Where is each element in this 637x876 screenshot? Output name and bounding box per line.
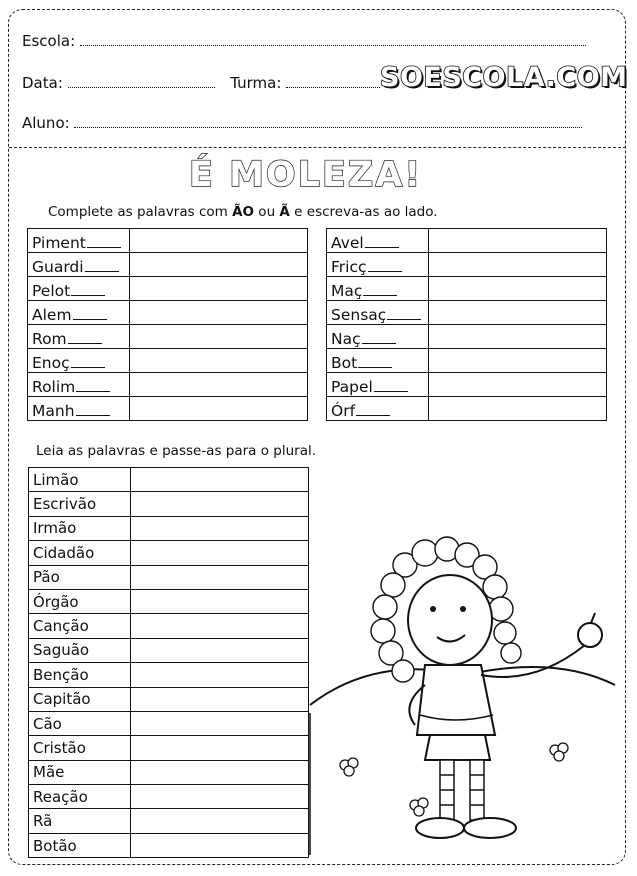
word-label: Reação <box>33 787 88 806</box>
word-cell <box>29 468 131 492</box>
fill-in-blank[interactable] <box>76 391 110 392</box>
word-row <box>29 663 309 687</box>
answer-cell[interactable] <box>130 589 308 613</box>
word-label: Órgão <box>33 592 79 611</box>
fill-in-blank[interactable] <box>356 415 390 416</box>
word-cell <box>29 589 131 613</box>
answer-cell[interactable] <box>129 277 307 301</box>
data-row <box>22 74 380 92</box>
word-label: Cidadão <box>33 543 95 562</box>
word-row <box>327 373 607 397</box>
exercise2-instruction: Leia as palavras e passe-as para o plural. <box>36 443 317 459</box>
fill-in-blank[interactable] <box>76 415 110 416</box>
word-row <box>29 565 309 589</box>
answer-cell[interactable] <box>130 663 308 687</box>
word-cell <box>28 229 130 253</box>
word-cell <box>28 397 130 421</box>
word-cell <box>327 397 429 421</box>
word-cell <box>29 565 131 589</box>
word-label: Bot <box>331 354 358 372</box>
word-label: Irmão <box>33 519 77 538</box>
word-row <box>327 229 607 253</box>
fill-in-blank[interactable] <box>85 271 119 272</box>
word-row <box>327 349 607 373</box>
word-cell <box>28 349 130 373</box>
word-label: Cristão <box>33 738 86 757</box>
answer-cell[interactable] <box>130 492 308 516</box>
escola-row <box>22 32 586 50</box>
word-cell <box>29 833 131 857</box>
option-ao: ÃO <box>232 204 255 220</box>
word-cell <box>29 516 131 540</box>
turma-label: Turma: <box>230 74 282 92</box>
fill-in-blank[interactable] <box>68 343 102 344</box>
word-cell <box>29 687 131 711</box>
instruction-text: e escreva-as ao lado. <box>289 204 438 220</box>
word-cell <box>29 541 131 565</box>
fill-in-blank[interactable] <box>368 271 402 272</box>
word-cell <box>327 349 429 373</box>
answer-cell[interactable] <box>129 397 307 421</box>
escola-label: Escola: <box>22 32 76 50</box>
word-label: Enoç <box>32 354 70 372</box>
word-row <box>28 253 308 277</box>
answer-cell[interactable] <box>428 277 606 301</box>
word-label: Rolim <box>32 378 76 396</box>
word-cell <box>327 325 429 349</box>
word-row <box>29 541 309 565</box>
answer-cell[interactable] <box>129 229 307 253</box>
data-field[interactable] <box>68 86 215 88</box>
complete-words-table-left <box>27 228 308 421</box>
word-label: Canção <box>33 617 89 636</box>
word-cell <box>327 229 429 253</box>
answer-cell[interactable] <box>129 301 307 325</box>
word-cell <box>29 711 131 735</box>
fill-in-blank[interactable] <box>73 319 107 320</box>
aluno-row <box>22 114 582 132</box>
header-divider <box>9 147 626 148</box>
word-cell <box>327 301 429 325</box>
word-cell <box>28 301 130 325</box>
word-label: Limão <box>33 470 79 489</box>
word-label: Rom <box>32 330 67 348</box>
word-cell <box>28 277 130 301</box>
answer-cell[interactable] <box>129 253 307 277</box>
aluno-label: Aluno: <box>22 114 70 132</box>
word-row <box>327 397 607 421</box>
answer-cell[interactable] <box>130 516 308 540</box>
page-title: É MOLEZA! <box>189 155 423 195</box>
word-label: Pão <box>33 568 60 587</box>
fill-in-blank[interactable] <box>71 295 105 296</box>
fill-in-blank[interactable] <box>87 247 121 248</box>
answer-cell[interactable] <box>130 785 308 809</box>
turma-field[interactable] <box>286 86 380 88</box>
word-cell <box>29 638 131 662</box>
word-label: Manh <box>32 402 75 420</box>
answer-cell[interactable] <box>428 373 606 397</box>
word-row <box>29 468 309 492</box>
word-cell <box>327 253 429 277</box>
word-row <box>327 277 607 301</box>
answer-cell[interactable] <box>428 229 606 253</box>
answer-cell[interactable] <box>428 325 606 349</box>
data-label: Data: <box>22 74 63 92</box>
word-row <box>29 736 309 760</box>
answer-cell[interactable] <box>130 565 308 589</box>
answer-cell[interactable] <box>130 809 308 833</box>
word-cell <box>28 325 130 349</box>
escola-field[interactable] <box>80 44 586 46</box>
word-label: Pelot <box>32 282 71 300</box>
word-row <box>28 373 308 397</box>
word-cell <box>28 373 130 397</box>
word-label: Escrivão <box>33 495 97 514</box>
fill-in-blank[interactable] <box>374 391 408 392</box>
word-row <box>327 325 607 349</box>
instruction-text: ou <box>254 204 280 220</box>
word-row <box>29 638 309 662</box>
answer-cell[interactable] <box>130 711 308 735</box>
word-row <box>28 301 308 325</box>
fill-in-blank[interactable] <box>71 367 105 368</box>
word-cell <box>327 277 429 301</box>
answer-cell[interactable] <box>130 687 308 711</box>
answer-cell[interactable] <box>130 541 308 565</box>
word-row <box>29 760 309 784</box>
word-label: Botão <box>33 836 77 855</box>
word-label: Saguão <box>33 641 90 660</box>
word-row <box>29 833 309 857</box>
fill-in-blank[interactable] <box>363 295 397 296</box>
word-cell <box>29 760 131 784</box>
word-row <box>28 325 308 349</box>
answer-cell[interactable] <box>130 760 308 784</box>
answer-cell[interactable] <box>129 373 307 397</box>
word-label: Avel <box>331 234 364 252</box>
word-row <box>327 253 607 277</box>
fill-in-blank[interactable] <box>362 343 396 344</box>
word-label: Benção <box>33 665 89 684</box>
word-row <box>29 809 309 833</box>
word-cell <box>29 614 131 638</box>
word-cell <box>29 492 131 516</box>
word-cell <box>327 373 429 397</box>
word-row <box>28 277 308 301</box>
instruction-text: Complete as palavras com <box>48 204 233 220</box>
word-label: Naç <box>331 330 361 348</box>
complete-words-table-right <box>326 228 607 421</box>
word-row <box>29 687 309 711</box>
word-label: Capitão <box>33 690 91 709</box>
word-cell <box>29 663 131 687</box>
word-row <box>28 349 308 373</box>
answer-cell[interactable] <box>129 325 307 349</box>
word-label: Fricç <box>331 258 367 276</box>
word-row <box>29 711 309 735</box>
word-label: Cão <box>33 714 62 733</box>
word-label: Rã <box>33 812 53 831</box>
word-label: Órf <box>331 402 356 420</box>
fill-in-blank[interactable] <box>358 367 392 368</box>
word-label: Alem <box>32 306 72 324</box>
option-a: Ã <box>279 204 290 220</box>
word-label: Papel <box>331 378 373 396</box>
answer-cell[interactable] <box>428 397 606 421</box>
word-cell <box>29 785 131 809</box>
exercise1-instruction <box>48 204 438 220</box>
word-row <box>29 589 309 613</box>
answer-cell[interactable] <box>428 253 606 277</box>
answer-cell[interactable] <box>130 614 308 638</box>
aluno-field[interactable] <box>74 126 582 128</box>
answer-cell[interactable] <box>130 736 308 760</box>
plural-table <box>28 467 309 858</box>
word-row <box>29 516 309 540</box>
word-label: Maç <box>331 282 363 300</box>
word-label: Guardi <box>32 258 84 276</box>
word-row <box>29 614 309 638</box>
fill-in-blank[interactable] <box>365 247 399 248</box>
girl-with-apple-icon <box>305 535 625 855</box>
answer-cell[interactable] <box>129 349 307 373</box>
word-row <box>28 397 308 421</box>
soescola-logo: SOESCOLA.COM <box>380 62 628 93</box>
word-row <box>327 301 607 325</box>
word-row <box>28 229 308 253</box>
word-row <box>29 785 309 809</box>
fill-in-blank[interactable] <box>387 319 421 320</box>
answer-cell[interactable] <box>428 301 606 325</box>
word-label: Sensaç <box>331 306 387 324</box>
word-label: Mãe <box>33 763 65 782</box>
answer-cell[interactable] <box>130 638 308 662</box>
word-label: Piment <box>32 234 86 252</box>
word-cell <box>29 809 131 833</box>
word-cell <box>29 736 131 760</box>
answer-cell[interactable] <box>428 349 606 373</box>
word-cell <box>28 253 130 277</box>
answer-cell[interactable] <box>130 833 308 857</box>
word-row <box>29 492 309 516</box>
answer-cell[interactable] <box>130 468 308 492</box>
